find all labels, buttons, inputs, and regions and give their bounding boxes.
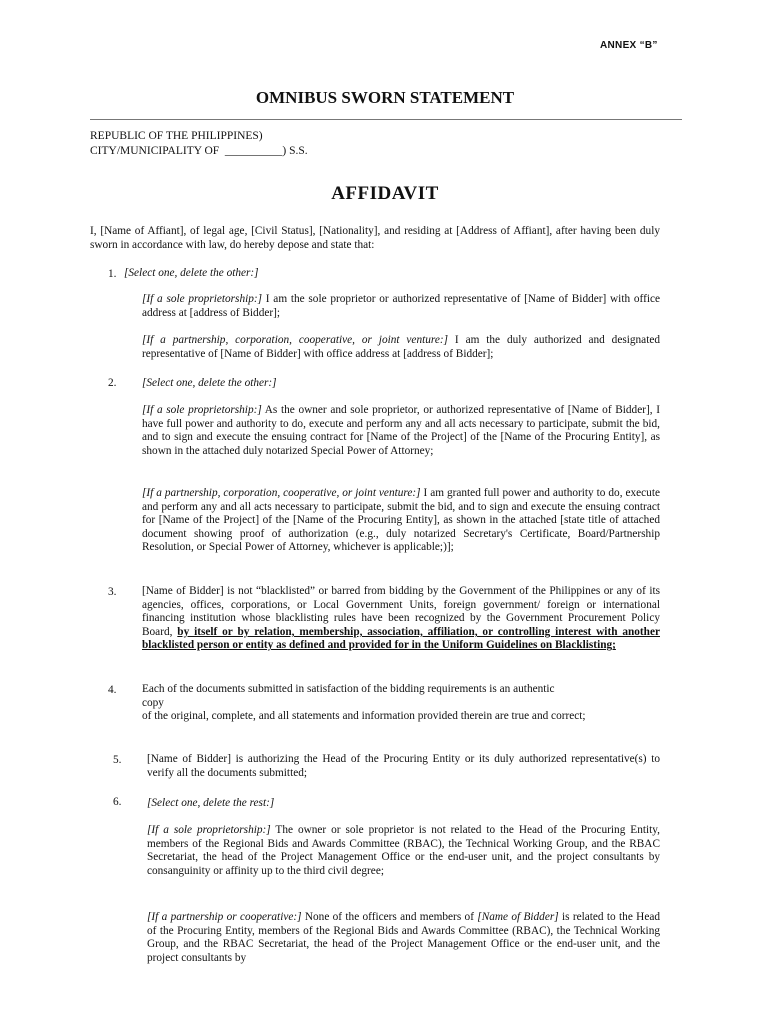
item-2-select: [Select one, delete the other:] bbox=[142, 377, 277, 389]
item-6-option-b-text-1: None of the officers and members of bbox=[301, 911, 478, 923]
item-4-line-3: of the original, complete, and all statements and information provided therein are true and correct; bbox=[142, 710, 586, 723]
item-2-option-b-text: I am granted full power and authority to do, execute and perform any and all acts necessary to participate, submit the bid, and to sign and execute the ensuing contract for [Name of the Project] of the [Name of the Procuring Entity], as shown in the attached [state title of attached document showing proof of authorization (e.g., duly notarized Secretary's Certificate, Board/Partnership Resolution, or Special Power of Attorney, whichever is applicable;)]; bbox=[142, 487, 660, 554]
item-1-option-b-text: I am the duly authorized and designated representative of [Name of Bidder] with office address at [address of Bidder]; bbox=[142, 334, 660, 360]
item-4-paragraph bbox=[142, 683, 660, 724]
item-3-emphasis: by itself or by relation, membership, association, affiliation, or controlling interest with another blacklisted person or entity as defined and provided for in the Uniform Guidelines on Blacklisting; bbox=[142, 625, 660, 652]
item-1-number: 1. bbox=[108, 268, 117, 280]
item-6-select: [Select one, delete the rest:] bbox=[147, 797, 275, 809]
item-6-option-b-text-2: is related to the Head of the Procuring Entity, members of the Regional Bids and Awards Committee (RBAC), the Technical Working Group, and the RBAC Secretariat, the head of the Project Management Office or the end-user unit, and the project consultants by bbox=[147, 911, 661, 964]
annex-label: ANNEX “B” bbox=[600, 40, 658, 51]
item-6-option-b-bidder: [Name of Bidder] bbox=[477, 911, 559, 923]
document-title: OMNIBUS SWORN STATEMENT bbox=[255, 88, 515, 107]
item-6-option-a bbox=[147, 824, 660, 878]
item-1-option-a-text: I am the sole proprietor or authorized representative of [Name of Bidder] with office address at [address of Bidder]; bbox=[142, 293, 660, 319]
venue-city: CITY/MUNICIPALITY OF __________) S.S. bbox=[90, 145, 308, 157]
item-6-number: 6. bbox=[113, 796, 122, 808]
item-4-number: 4. bbox=[108, 684, 117, 696]
item-2-option-a bbox=[142, 404, 660, 458]
item-5-number: 5. bbox=[113, 754, 122, 766]
item-6-option-b bbox=[147, 911, 660, 965]
item-2-option-a-text: As the owner and sole proprietor, or authorized representative of [Name of Bidder], I have full power and authority to do, execute and perform any and all acts necessary to participate, submit the bid, and to sign and execute the ensuing contract for [Name of the Project] of the [Name of the Procuring Entity], as shown in the attached duly notarized Special Power of Attorney; bbox=[142, 404, 660, 457]
item-1-option-a bbox=[142, 293, 660, 320]
venue-republic: REPUBLIC OF THE PHILIPPINES) bbox=[90, 130, 263, 142]
item-6-option-a-label: [If a sole proprietorship:] bbox=[147, 824, 271, 836]
item-3-paragraph bbox=[142, 585, 660, 653]
intro-paragraph: I, [Name of Affiant], of legal age, [Civil Status], [Nationality], and residing at [Address of Affiant], after having been duly sworn in accordance with law, do hereby depose and state that: bbox=[90, 225, 660, 251]
title-divider bbox=[90, 119, 682, 120]
item-2-option-a-label: [If a sole proprietorship:] bbox=[142, 404, 262, 416]
item-2-number: 2. bbox=[108, 377, 117, 389]
item-4-line-1: Each of the documents submitted in satisfaction of the bidding requirements is an authentic bbox=[142, 683, 555, 695]
item-1-option-a-label: [If a sole proprietorship:] bbox=[142, 293, 263, 305]
item-1-option-b bbox=[142, 334, 660, 361]
item-4-line-2: copy bbox=[142, 696, 164, 709]
item-2-option-b bbox=[142, 487, 660, 555]
item-6-option-b-label: [If a partnership or cooperative:] bbox=[147, 911, 302, 923]
item-1-option-b-label: [If a partnership, corporation, cooperative, or joint venture:] bbox=[142, 334, 449, 346]
affidavit-heading: AFFIDAVIT bbox=[331, 183, 439, 204]
item-3-text: [Name of Bidder] is not “blacklisted” or barred from bidding by the Government of the Philippines or any of its agencies, offices, corporations, or Local Government Units, foreign government/ foreign or international financing institution whose blacklisting rules have been recognized by the Government Procurement Policy Board, bbox=[142, 585, 660, 638]
item-1-select: [Select one, delete the other:] bbox=[124, 267, 259, 279]
item-5-paragraph: [Name of Bidder] is authorizing the Head of the Procuring Entity or its duly authorized representative(s) to verify all the documents submitted; bbox=[147, 753, 660, 779]
item-3-number: 3. bbox=[108, 586, 117, 598]
item-6-option-a-text: The owner or sole proprietor is not related to the Head of the Procuring Entity, members of the Regional Bids and Awards Committee (RBAC), the Technical Working Group, and the RBAC Secretariat, the head of the Project Management Office or the end-user unit, and the project consultants by consanguinity or affinity up to the third civil degree; bbox=[147, 824, 661, 877]
venue-block bbox=[90, 129, 308, 159]
item-2-option-b-label: [If a partnership, corporation, cooperative, or joint venture:] bbox=[142, 487, 421, 499]
